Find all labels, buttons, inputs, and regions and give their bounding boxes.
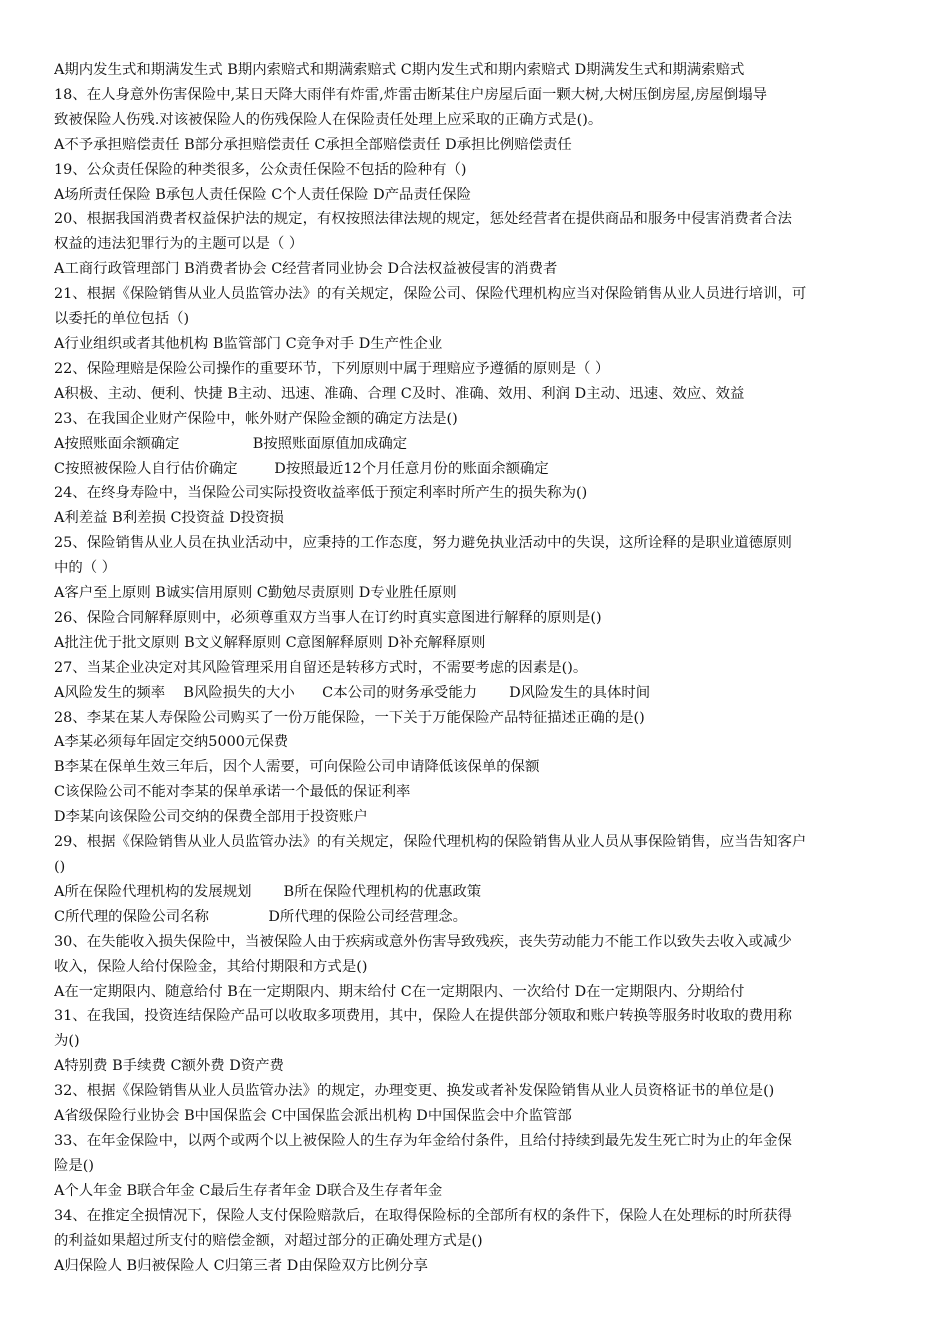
question-33-options: A个人年金 B联合年金 C最后生存者年金 D联合及生存者年金 (54, 1182, 443, 1199)
question-30-line-2: 收入，保险人给付保险金，其给付期限和方式是() (54, 958, 368, 975)
question-27: 27、当某企业决定对其风险管理采用自留还是转移方式时，不需要考虑的因素是()。 (54, 659, 588, 676)
question-32-options: A省级保险行业协会 B中国保监会 C中国保监会派出机构 D中国保监会中介监管部 (54, 1108, 572, 1125)
question-18-line-2: 致被保险人伤残.对该被保险人的伤残保险人在保险责任处理上应采取的正确方式是()。 (54, 111, 603, 128)
question-30-line-1: 30、在失能收入损失保险中，当被保险人由于疾病或意外伤害导致残疾，丧失劳动能力不能工作以致失去收入或减少 (54, 933, 792, 950)
question-32: 32、根据《保险销售从业人员监管办法》的规定，办理变更、换发或者补发保险销售从业人员资格证书的单位是() (54, 1083, 775, 1100)
question-34-line-1: 34、在推定全损情况下，保险人支付保险赔款后，在取得保险标的全部所有权的条件下，保险人在处理标的时所获得 (54, 1207, 792, 1224)
question-21-line-1: 21、根据《保险销售从业人员监管办法》的有关规定，保险公司、保险代理机构应当对保险销售从业人员进行培训，可 (54, 286, 807, 303)
question-29-options-cd: C所代理的保险公司名称 D所代理的保险公司经营理念。 (54, 908, 468, 925)
question-19-options: A场所责任保险 B承包人责任保险 C个人责任保险 D产品责任保险 (54, 186, 472, 203)
question-25-line-1: 25、保险销售从业人员在执业活动中，应秉持的工作态度，努力避免执业活动中的失误，这所诠释的是职业道德原则 (54, 535, 792, 552)
question-27-options: A风险发生的频率 B风险损失的大小 C本公司的财务承受能力 D风险发生的具体时间 (54, 684, 651, 701)
question-26-options: A批注优于批文原则 B文义解释原则 C意图解释原则 D补充解释原则 (54, 634, 486, 651)
question-28-option-b: B李某在保单生效三年后，因个人需要，可向保险公司申请降低该保单的保额 (54, 759, 540, 776)
question-20-options: A工商行政管理部门 B消费者协会 C经营者同业协会 D合法权益被侵害的消费者 (54, 261, 558, 278)
question-28-option-c: C该保险公司不能对李某的保单承诺一个最低的保证利率 (54, 784, 411, 801)
question-31-options: A特别费 B手续费 C额外费 D资产费 (54, 1058, 284, 1075)
question-18-options: A不予承担赔偿责任 B部分承担赔偿责任 C承担全部赔偿责任 D承担比例赔偿责任 (54, 136, 572, 153)
question-25-line-2: 中的（ ） (54, 560, 117, 577)
question-28-option-a: A李某必须每年固定交纳5000元保费 (54, 734, 289, 751)
question-23-options-ab: A按照账面余额确定 B按照账面原值加成确定 (54, 435, 408, 452)
question-21-options: A行业组织或者其他机构 B监管部门 C竞争对手 D生产性企业 (54, 335, 443, 352)
question-28-option-d: D李某向该保险公司交纳的保费全部用于投资账户 (54, 809, 368, 826)
question-24: 24、在终身寿险中，当保险公司实际投资收益率低于预定利率时所产生的损失称为() (54, 485, 588, 502)
question-33-line-2: 险是() (54, 1157, 95, 1174)
question-18-line-1: 18、在人身意外伤害保险中,某日天降大雨伴有炸雷,炸雷击断某住户房屋后面一颗大树,大树压倒房屋,房屋倒塌导 (54, 86, 767, 103)
question-30-options: A在一定期限内、随意给付 B在一定期限内、期末给付 C在一定期限内、一次给付 D在一定期限内、分期给付 (54, 983, 745, 1000)
question-31-line-1: 31、在我国，投资连结保险产品可以收取多项费用，其中，保险人在提供部分领取和账户转换等服务时收取的费用称 (54, 1008, 792, 1025)
question-20-line-1: 20、根据我国消费者权益保护法的规定，有权按照法律法规的规定，惩处经营者在提供商品和服务中侵害消费者合法 (54, 211, 792, 228)
question-34-options: A归保险人 B归被保险人 C归第三者 D由保险双方比例分享 (54, 1257, 428, 1274)
question-20-line-2: 权益的违法犯罪行为的主题可以是（ ） (54, 236, 304, 253)
question-22: 22、保险理赔是保险公司操作的重要环节，下列原则中属于理赔应予遵循的原则是（ ） (54, 360, 610, 377)
question-33-line-1: 33、在年金保险中，以两个或两个以上被保险人的生存为年金给付条件，且给付持续到最先发生死亡时为止的年金保 (54, 1132, 792, 1149)
question-25-options: A客户至上原则 B诚实信用原则 C勤勉尽责原则 D专业胜任原则 (54, 585, 457, 602)
document-page (54, 58, 900, 1278)
question-19: 19、公众责任保险的种类很多，公众责任保险不包括的险种有（) (54, 161, 467, 178)
question-29-line-2: () (54, 859, 66, 875)
question-23: 23、在我国企业财产保险中，帐外财产保险金额的确定方法是() (54, 410, 458, 427)
question-21-line-2: 以委托的单位包括（) (54, 311, 190, 328)
question-23-options-cd: C按照被保险人自行估价确定 D按照最近12个月任意月份的账面余额确定 (54, 460, 549, 477)
question-29-line-1: 29、根据《保险销售从业人员监管办法》的有关规定，保险代理机构的保险销售从业人员从事保险销售，应当告知客户 (54, 834, 807, 851)
question-34-line-2: 的利益如果超过所支付的赔偿金额，对超过部分的正确处理方式是() (54, 1232, 483, 1249)
question-24-options: A利差益 B利差损 C投资益 D投资损 (54, 510, 284, 527)
question-28: 28、李某在某人寿保险公司购买了一份万能保险，一下关于万能保险产品特征描述正确的是() (54, 709, 645, 726)
question-26: 26、保险合同解释原则中，必须尊重双方当事人在订约时真实意图进行解释的原则是() (54, 609, 602, 626)
text-line-1: A期内发生式和期满发生式 B期内索赔式和期满索赔式 C期内发生式和期内索赔式 D期满发生式和期满索赔式 (54, 62, 745, 78)
question-31-line-2: 为() (54, 1033, 80, 1050)
question-22-options: A积极、主动、便利、快捷 B主动、迅速、准确、合理 C及时、准确、效用、利润 D主动、迅速、效应、效益 (54, 385, 745, 402)
question-29-options-ab: A所在保险代理机构的发展规划 B所在保险代理机构的优惠政策 (54, 883, 482, 900)
